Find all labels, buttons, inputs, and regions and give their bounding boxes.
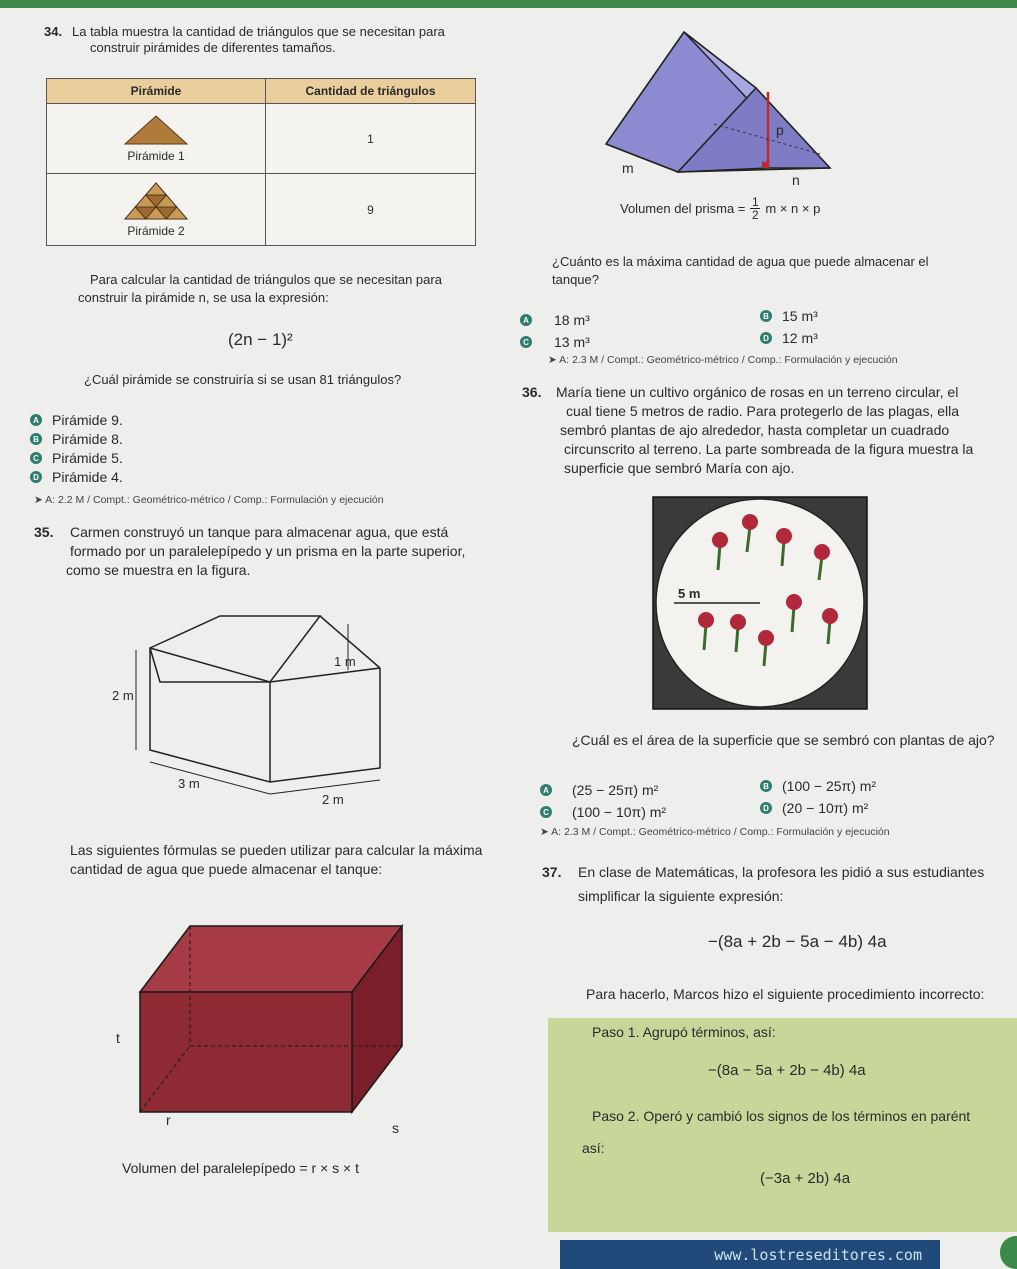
- q36-option-c[interactable]: C (100 − 10π) m²: [540, 804, 666, 820]
- q37-expression: −(8a + 2b − 5a − 4b) 4a: [708, 932, 887, 951]
- tank-dim-height: 2 m: [112, 688, 134, 703]
- table-row: [47, 174, 476, 246]
- pyramid2-label: Pirámide 2: [127, 224, 185, 238]
- q36-number: 36.: [522, 384, 542, 400]
- q36-intro-line3: sembró plantas de ajo alrededor, hasta completar un cuadrado: [560, 422, 950, 438]
- q35-formulas-line2: cantidad de agua que puede almacenar el tanque:: [70, 861, 383, 877]
- step1-label: Paso 1. Agrupó términos, así:: [592, 1024, 776, 1040]
- step-box: [548, 1018, 1017, 1232]
- q34-text-line2: construir la pirámide n, se usa la expresión:: [78, 290, 329, 305]
- pyramid2-count: 9: [266, 174, 476, 246]
- q35-option-b[interactable]: B 15 m³: [760, 308, 818, 324]
- table-row: [47, 104, 476, 174]
- step2-expression: (−3a + 2b) 4a: [760, 1170, 851, 1187]
- q35-intro-line3: como se muestra en la figura.: [66, 562, 251, 578]
- tank-diagram: [100, 610, 420, 810]
- prism-label-n: n: [792, 172, 800, 188]
- box-label-r: r: [166, 1112, 171, 1128]
- pyramid1-count: 1: [266, 104, 476, 174]
- q37-intro-line2: simplificar la siguiente expresión:: [578, 888, 784, 904]
- prism-label-m: m: [622, 160, 634, 176]
- q35-number: 35.: [34, 524, 54, 540]
- prism-diagram: [600, 26, 840, 186]
- step2-label-b: así:: [582, 1140, 605, 1156]
- pyramid2-icon: [123, 181, 189, 221]
- q34-question: ¿Cuál pirámide se construiría si se usan 81 triángulos?: [84, 372, 402, 387]
- prism-fraction: 1 2: [752, 195, 759, 222]
- q34-option-a[interactable]: A Pirámide 9.: [30, 412, 123, 428]
- q34-option-b[interactable]: B Pirámide 8.: [30, 431, 123, 447]
- q36-intro-line2: cual tiene 5 metros de radio. Para protegerlo de las plagas, ella: [566, 403, 960, 419]
- q36-intro-line1: María tiene un cultivo orgánico de rosas en un terreno circular, el: [556, 384, 959, 400]
- box-label-s: s: [392, 1120, 399, 1136]
- q36-option-a[interactable]: A (25 − 25π) m²: [540, 782, 658, 798]
- q34-options: [30, 412, 123, 485]
- top-banner: [0, 0, 1017, 8]
- q36-intro-line5: superficie que sembró María con ajo.: [564, 460, 795, 476]
- q34-intro-line1: La tabla muestra la cantidad de triángulos que se necesitan para: [72, 24, 445, 39]
- q35-meta: ➤ A: 2.3 M / Compt.: Geométrico-métrico / Comp.: Formulación y ejecución: [548, 354, 898, 366]
- q34-option-c[interactable]: C Pirámide 5.: [30, 450, 123, 466]
- box-volume: Volumen del paralelepípedo = r × s × t: [122, 1160, 359, 1176]
- pyramid-table: [46, 78, 476, 246]
- q34-option-d[interactable]: D Pirámide 4.: [30, 469, 123, 485]
- tank-dim-width: 3 m: [178, 776, 200, 791]
- q37-intro-line1: En clase de Matemáticas, la profesora les pidió a sus estudiantes: [578, 864, 985, 880]
- q35-question-line1: ¿Cuánto es la máxima cantidad de agua que puede almacenar el: [552, 254, 929, 269]
- q34-intro-line2: construir pirámides de diferentes tamaños.: [90, 40, 336, 55]
- table-header-count: Cantidad de triángulos: [266, 79, 476, 104]
- table-header-pyramid: Pirámide: [47, 79, 266, 104]
- garden-diagram: [652, 496, 868, 710]
- footer-url[interactable]: www.lostreseditores.com: [714, 1245, 922, 1264]
- q36-option-d[interactable]: D (20 − 10π) m²: [760, 800, 868, 816]
- q34-meta: ➤ A: 2.2 M / Compt.: Geométrico-métrico / Comp.: Formulación y ejecución: [34, 494, 384, 506]
- q35-option-a[interactable]: A 18 m³: [520, 312, 590, 328]
- q34-text-line1: Para calcular la cantidad de triángulos que se necesitan para: [90, 272, 442, 287]
- q34-expression: (2n − 1)²: [228, 330, 293, 349]
- garden-radius-label: 5 m: [678, 586, 701, 601]
- q35-option-c[interactable]: C 13 m³: [520, 334, 590, 350]
- prism-volume: Volumen del prisma = 1 2 m × n × p: [620, 195, 821, 222]
- q35-intro-line1: Carmen construyó un tanque para almacenar agua, que está: [70, 524, 449, 540]
- parallelepiped-diagram: [130, 920, 410, 1130]
- q37-incorrect-text: Para hacerlo, Marcos hizo el siguiente procedimiento incorrecto:: [586, 986, 985, 1002]
- pyramid1-label: Pirámide 1: [127, 149, 185, 163]
- q37-number: 37.: [542, 864, 562, 880]
- q35-intro-line2: formado por un paralelepípedo y un prisma en la parte superior,: [70, 543, 466, 559]
- step1-expression: −(8a − 5a + 2b − 4b) 4a: [708, 1062, 866, 1079]
- q35-question-line2: tanque?: [552, 272, 599, 287]
- footer-accent: [1000, 1236, 1017, 1269]
- tank-dim-top: 1 m: [334, 654, 356, 669]
- q35-option-d[interactable]: D 12 m³: [760, 330, 818, 346]
- step2-label: Paso 2. Operó y cambió los signos de los términos en parént: [592, 1108, 971, 1124]
- prism-label-p: p: [776, 122, 784, 138]
- q36-meta: ➤ A: 2.3 M / Compt.: Geométrico-métrico / Comp.: Formulación y ejecución: [540, 826, 890, 838]
- q36-option-b[interactable]: B (100 − 25π) m²: [760, 778, 876, 794]
- q36-intro-line4: circunscrito al terreno. La parte sombreada de la figura muestra la: [564, 441, 974, 457]
- pyramid1-icon: [123, 114, 189, 146]
- q35-formulas-line1: Las siguientes fórmulas se pueden utilizar para calcular la máxima: [70, 842, 483, 858]
- q36-question: ¿Cuál es el área de la superficie que se sembró con plantas de ajo?: [572, 732, 995, 748]
- footer-url-bar: [560, 1240, 940, 1269]
- tank-dim-depth: 2 m: [322, 792, 344, 807]
- pyramid1-cell: [47, 104, 266, 174]
- box-label-t: t: [116, 1030, 120, 1046]
- q34-number: 34.: [44, 24, 63, 39]
- pyramid2-cell: [47, 174, 266, 246]
